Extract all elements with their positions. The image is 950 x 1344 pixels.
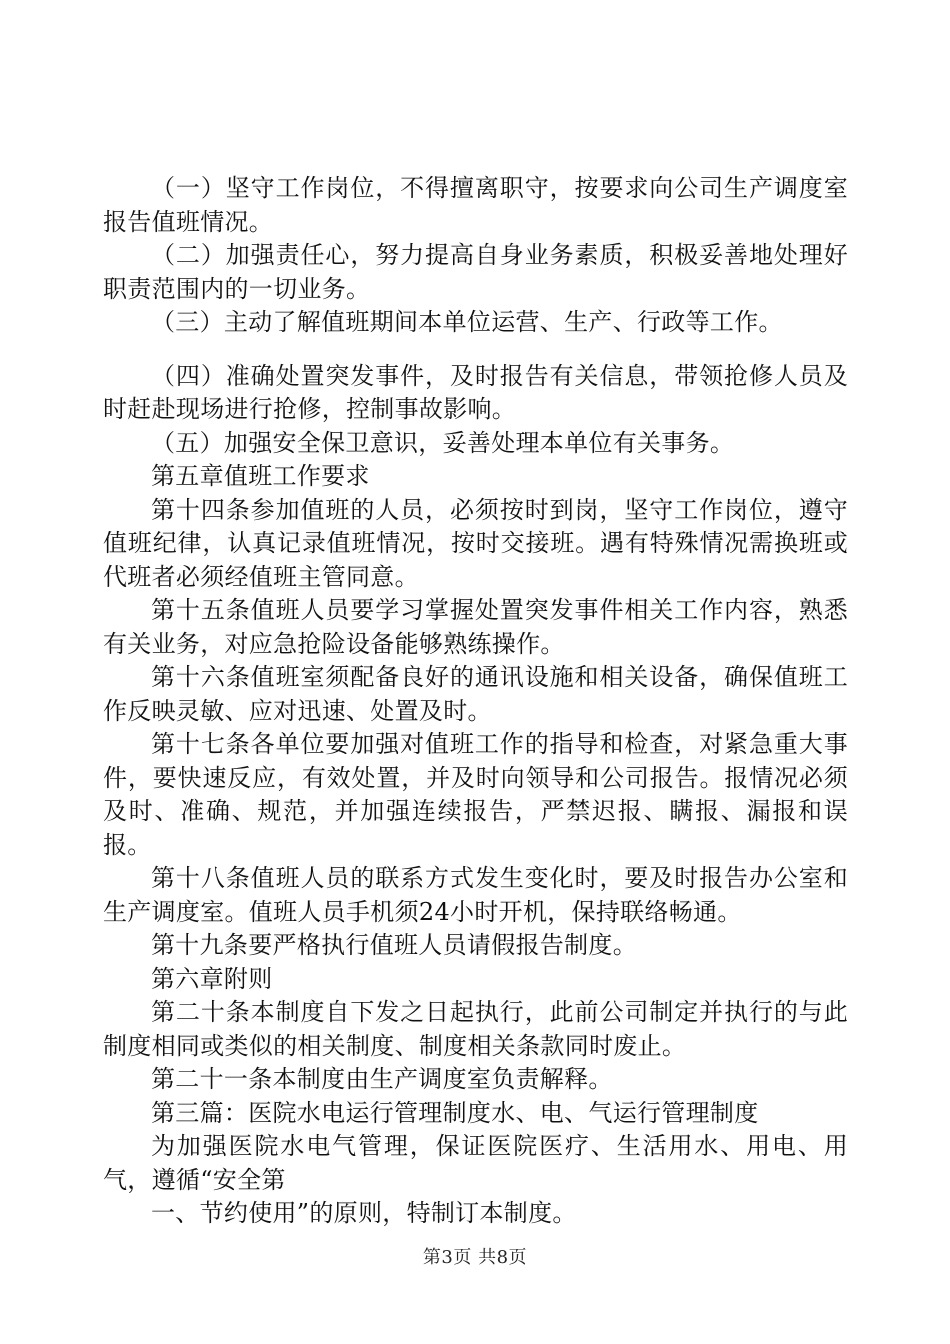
paragraph-item-2: （二）加强责任心，努力提高自身业务素质，积极妥善地处理好职责范围内的一切业务。 xyxy=(103,241,848,303)
chapter-heading-6: 第六章附则 xyxy=(151,964,273,993)
article-18: 第十八条值班人员的联系方式发生变化时，要及时报告办公室和生产调度室。值班人员手机须24小时开机，保持联络畅通。 xyxy=(103,864,848,926)
section-heading-3: 第三篇：医院水电运行管理制度水、电、气运行管理制度 xyxy=(151,1098,759,1127)
article-17: 第十七条各单位要加强对值班工作的指导和检查，对紧急重大事件，要快速反应，有效处置，并及时向领导和公司报告。报情况必须及时、准确、规范，并加强连续报告，严禁迟报、瞒报、漏报和误报。 xyxy=(103,730,848,859)
article-19: 第十九条要严格执行值班人员请假报告制度。 xyxy=(151,931,637,959)
paragraph-item-5: （五）加强安全保卫意识，妥善处理本单位有关事务。 xyxy=(151,428,735,457)
paragraph-item-4: （四）准确处置突发事件，及时报告有关信息，带领抢修人员及时赶赴现场进行抢修，控制事故影响。 xyxy=(103,361,848,423)
paragraph-item-3: （三）主动了解值班期间本单位运营、生产、行政等工作。 xyxy=(151,308,783,336)
article-14: 第十四条参加值班的人员，必须按时到岗，坚守工作岗位，遵守值班纪律，认真记录值班情况，按时交接班。遇有特殊情况需换班或代班者必须经值班主管同意。 xyxy=(103,495,848,591)
article-15: 第十五条值班人员要学习掌握处置突发事件相关工作内容，熟悉有关业务，对应急抢险设备能够熟练操作。 xyxy=(103,596,848,658)
article-16: 第十六条值班室须配备良好的通讯设施和相关设备，确保值班工作反映灵敏、应对迅速、处置及时。 xyxy=(103,663,848,725)
article-20: 第二十条本制度自下发之日起执行，此前公司制定并执行的与此制度相同或类似的相关制度、制度相关条款同时废止。 xyxy=(103,998,848,1060)
page-footer: 第3页 共8页 xyxy=(422,1247,528,1268)
article-21: 第二十一条本制度由生产调度室负责解释。 xyxy=(151,1065,613,1093)
intro-paragraph: 为加强医院水电气管理，保证医院医疗、生活用水、用电、用气，遵循“安全第 xyxy=(103,1132,848,1194)
paragraph-item-1: （一）坚守工作岗位，不得擅离职守，按要求向公司生产调度室报告值班情况。 xyxy=(103,174,848,236)
principle-paragraph: 一、节约使用”的原则，特制订本制度。 xyxy=(151,1199,577,1227)
document-body xyxy=(103,172,848,1231)
chapter-heading-5: 第五章值班工作要求 xyxy=(151,462,370,490)
